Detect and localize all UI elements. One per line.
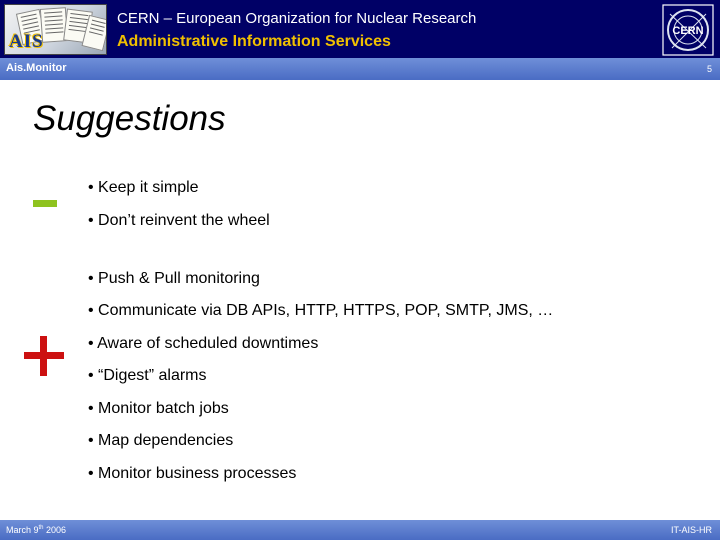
list-item: • Aware of scheduled downtimes [88,335,319,352]
footer-bar [0,520,720,540]
slide-title: Suggestions [33,99,226,138]
list-item: • Map dependencies [88,432,234,449]
list-item: • “Digest” alarms [88,367,207,384]
list-item: • Monitor batch jobs [88,400,229,417]
plus-icon [24,336,64,376]
footer-department: IT-AIS-HR [670,525,712,535]
list-item: • Monitor business processes [88,465,297,482]
cern-logo-icon [662,4,714,56]
footer-date: March 9th 2006 [6,525,67,535]
department-title: Administrative Information Services [117,33,391,50]
list-item: • Push & Pull monitoring [88,270,260,287]
header-banner [0,0,720,58]
list-item: • Communicate via DB APIs, HTTP, HTTPS, POP, SMTP, JMS, … [88,302,554,319]
presentation-title: Ais.Monitor [6,62,67,74]
organization-title: CERN – European Organization for Nuclear Research [117,10,477,27]
ais-logo-text: AIS [9,31,44,52]
list-item: • Keep it simple [88,179,199,196]
svg-text:CERN: CERN [672,25,704,37]
list-item: • Don’t reinvent the wheel [88,212,270,229]
minus-icon [33,200,57,207]
ais-logo [4,4,107,55]
slide-number: 5 [706,64,712,74]
presentation-bar [0,58,720,80]
